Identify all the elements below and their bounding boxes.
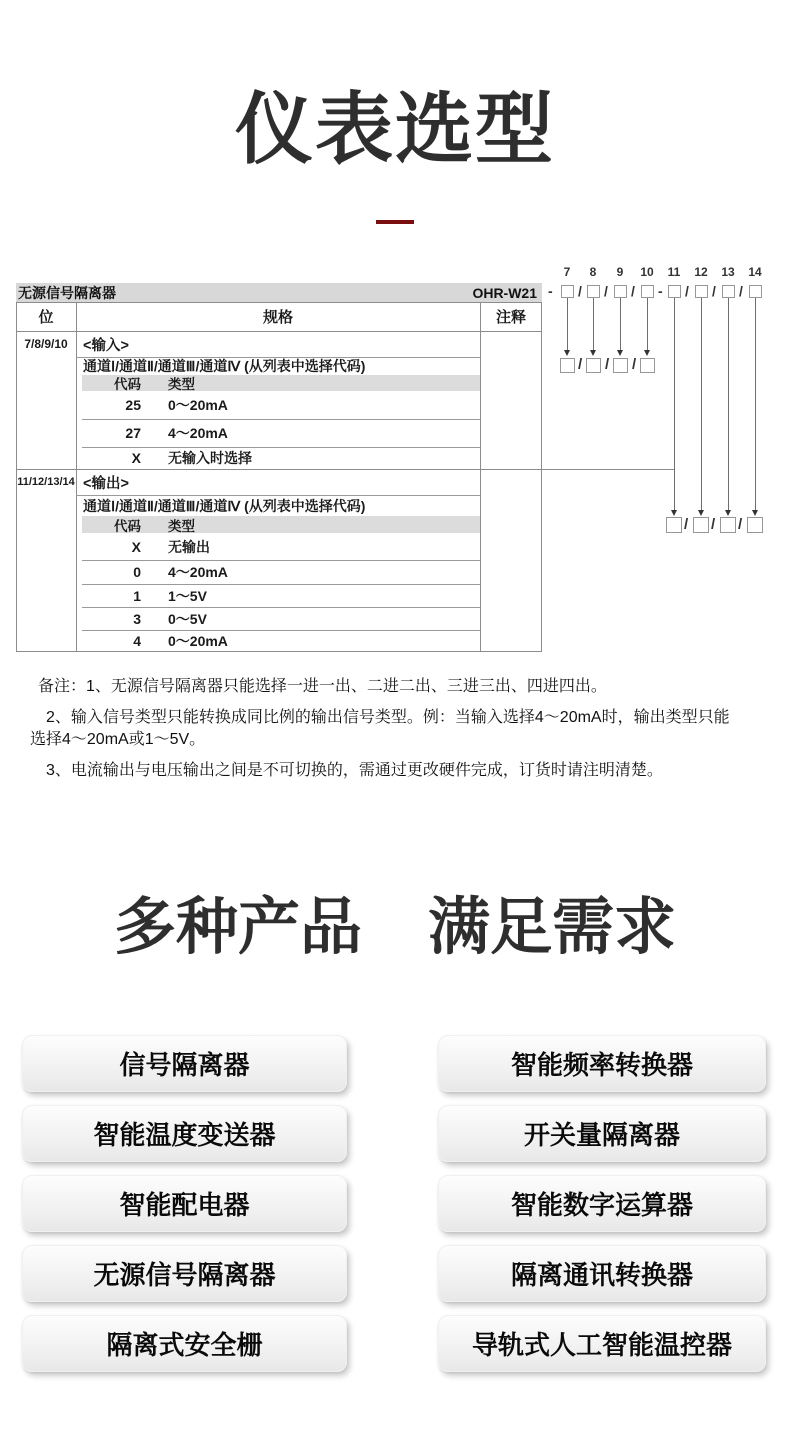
code-box	[641, 285, 654, 298]
arrowhead-down-icon	[644, 350, 650, 356]
table-border-line	[480, 302, 481, 652]
code-box	[720, 517, 736, 533]
type-value: 1～5V	[168, 587, 207, 604]
type-value: 0～20mA	[168, 633, 228, 649]
arrow-line	[620, 298, 621, 350]
code-value: 27	[125, 425, 141, 441]
model-selection-table	[16, 283, 542, 652]
slash-separator: /	[684, 516, 689, 533]
slash-separator: /	[711, 516, 716, 533]
dash-separator: -	[658, 283, 663, 299]
product-button-comm-converter[interactable]: 隔离通讯转换器	[438, 1245, 766, 1302]
section-title-right: 满足需求	[428, 893, 677, 962]
position-digit: 12	[694, 265, 708, 279]
product-button-signal-isolator[interactable]: 信号隔离器	[22, 1035, 347, 1092]
type-value: 无输入时选择	[168, 450, 252, 466]
table-row	[82, 630, 480, 652]
output-section-connector-line	[542, 469, 674, 470]
arrowhead-down-icon	[725, 510, 731, 516]
code-value: 4	[133, 633, 141, 649]
code-box	[640, 358, 655, 373]
arrow-line	[755, 298, 756, 510]
arrowhead-down-icon	[590, 350, 596, 356]
model-number: OHR-W21	[472, 284, 537, 301]
code-box	[614, 285, 627, 298]
slash-separator: /	[605, 356, 610, 373]
code-box	[666, 517, 682, 533]
code-box	[613, 358, 628, 373]
product-name: 无源信号隔离器	[18, 284, 116, 301]
section-title-left: 多种产品	[113, 893, 362, 962]
product-button-passive-isolator[interactable]: 无源信号隔离器	[22, 1245, 347, 1302]
slash-separator: /	[578, 283, 582, 299]
position-digit: 11	[667, 265, 681, 279]
type-value: 无输出	[168, 538, 210, 555]
table-row	[82, 533, 480, 560]
code-value: 0	[133, 564, 141, 580]
table-row	[82, 584, 480, 607]
code-box	[560, 358, 575, 373]
code-value: X	[131, 538, 141, 555]
dash-separator: -	[548, 283, 553, 299]
input-positions: 7/8/9/10	[24, 337, 68, 351]
arrow-line	[567, 298, 568, 350]
code-box	[587, 285, 600, 298]
arrow-line	[593, 298, 594, 350]
position-digit: 10	[640, 265, 654, 279]
code-box	[668, 285, 681, 298]
product-button-safety-barrier[interactable]: 隔离式安全栅	[22, 1315, 347, 1372]
type-header: 类型	[168, 518, 195, 534]
output-code-type-header	[82, 516, 480, 533]
input-section-label: <输入>	[83, 337, 129, 354]
table-title-bar	[16, 283, 542, 302]
position-digit: 7	[563, 265, 571, 279]
product-button-rail-temp-controller[interactable]: 导轨式人工智能温控器	[438, 1315, 766, 1372]
code-header: 代码	[114, 377, 141, 392]
arrow-line	[647, 298, 648, 350]
code-box	[695, 285, 708, 298]
col-header-note: 注释	[495, 309, 526, 326]
arrow-line	[701, 298, 702, 510]
table-row	[82, 560, 480, 584]
product-button-digital-calculator[interactable]: 智能数字运算器	[438, 1175, 766, 1232]
code-value: 25	[125, 397, 141, 413]
slash-separator: /	[578, 356, 583, 373]
input-channels: 通道Ⅰ/通道Ⅱ/通道Ⅲ/通道Ⅳ (从列表中选择代码)	[83, 358, 366, 374]
slash-separator: /	[685, 283, 689, 299]
code-header: 代码	[114, 518, 141, 534]
type-header: 类型	[168, 377, 195, 392]
slash-separator: /	[738, 516, 743, 533]
slash-separator: /	[604, 283, 608, 299]
type-value: 4～20mA	[168, 564, 228, 580]
product-button-temp-transmitter[interactable]: 智能温度变送器	[22, 1105, 347, 1162]
table-border-line	[76, 302, 77, 652]
arrowhead-down-icon	[671, 510, 677, 516]
output-channels: 通道Ⅰ/通道Ⅱ/通道Ⅲ/通道Ⅳ (从列表中选择代码)	[83, 497, 366, 514]
code-value: 3	[133, 610, 141, 627]
code-box	[693, 517, 709, 533]
code-box	[722, 285, 735, 298]
position-digit: 13	[721, 265, 735, 279]
col-header-spec: 规格	[262, 309, 293, 326]
remark-2: 2、输入信号类型只能转换成同比例的输出信号类型。例：当输入选择4～20mA时，输出类型只能选择4～20mA或1～5V。	[30, 708, 730, 749]
arrowhead-down-icon	[617, 350, 623, 356]
code-box	[561, 285, 574, 298]
product-button-frequency-converter[interactable]: 智能频率转换器	[438, 1035, 766, 1092]
type-value: 0～5V	[168, 610, 207, 627]
page-title: 仪表选型	[234, 85, 555, 173]
table-row	[82, 447, 480, 469]
code-value: 1	[133, 587, 141, 604]
code-box	[747, 517, 763, 533]
slash-separator: /	[739, 283, 743, 299]
remark-1: 备注：1、无源信号隔离器只能选择一进一出、二进二出、三进三出、四进四出。	[38, 678, 607, 695]
output-section-label: <输出>	[83, 475, 129, 492]
output-positions: 11/12/13/14	[17, 476, 75, 488]
table-row	[82, 607, 480, 630]
arrowhead-down-icon	[752, 510, 758, 516]
arrowhead-down-icon	[564, 350, 570, 356]
position-digit: 14	[748, 265, 762, 279]
position-digit: 8	[589, 265, 597, 279]
arrowhead-down-icon	[698, 510, 704, 516]
input-code-type-header	[82, 375, 480, 391]
type-value: 0～20mA	[168, 397, 228, 413]
position-digit: 9	[616, 265, 624, 279]
table-row	[82, 391, 480, 419]
arrow-line	[728, 298, 729, 510]
slash-separator: /	[632, 356, 637, 373]
table-row	[82, 419, 480, 447]
slash-separator: /	[712, 283, 716, 299]
product-button-switch-isolator[interactable]: 开关量隔离器	[438, 1105, 766, 1162]
code-box	[586, 358, 601, 373]
remark-3: 3、电流输出与电压输出之间是不可切换的，需通过更改硬件完成，订货时请注明清楚。	[46, 762, 663, 780]
col-header-pos: 位	[38, 309, 54, 326]
remarks-block	[30, 676, 742, 783]
code-value: X	[131, 450, 141, 466]
product-button-distributor[interactable]: 智能配电器	[22, 1175, 347, 1232]
section-title	[0, 890, 790, 966]
slash-separator: /	[631, 283, 635, 299]
arrow-line	[674, 298, 675, 510]
code-box	[749, 285, 762, 298]
title-underline	[376, 220, 414, 224]
type-value: 4～20mA	[168, 425, 228, 441]
